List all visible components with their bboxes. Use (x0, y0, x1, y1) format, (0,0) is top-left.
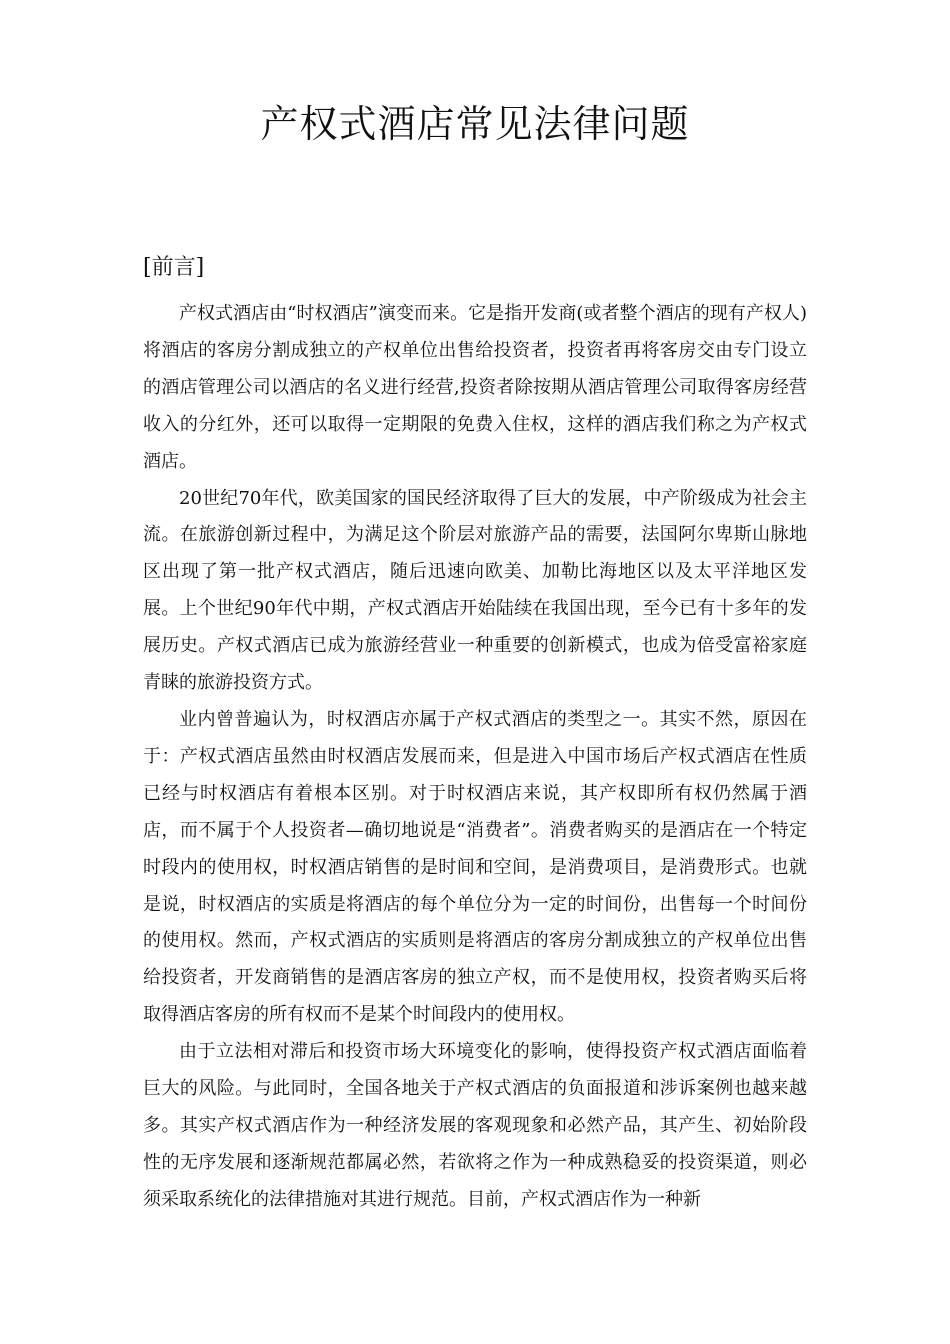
document-body (143, 296, 807, 1219)
document-title: 产权式酒店常见法律问题 (260, 102, 690, 146)
paragraph: 20世纪70年代，欧美国家的国民经济取得了巨大的发展，中产阶级成为社会主流。在旅游创新过程中，为满足这个阶层对旅游产品的需要，法国阿尔卑斯山脉地区出现了第一批产权式酒店，随后迅速向欧美、加勒比海地区以及太平洋地区发展。上个世纪90年代中期，产权式酒店开始陆续在我国出现，至今已有十多年的发展历史。产权式酒店已成为旅游经营业一种重要的创新模式，也成为倍受富裕家庭青睐的旅游投资方式。 (143, 487, 807, 694)
paragraph: 由于立法相对滞后和投资市场大环境变化的影响，使得投资产权式酒店面临着巨大的风险。与此同时，全国各地关于产权式酒店的负面报道和涉诉案例也越来越多。其实产权式酒店作为一种经济发展的客观现象和必然产品，其产生、初始阶段性的无序发展和逐渐规范都属必然，若欲将之作为一种成熟稳妥的投资渠道，则必须采取系统化的法律措施对其进行规范。目前，产权式酒店作为一种新 (143, 1041, 807, 1210)
section-heading: [前言] (143, 255, 205, 280)
paragraph: 产权式酒店由“时权酒店”演变而来。它是指开发商(或者整个酒店的现有产权人)将酒店的客房分割成独立的产权单位出售给投资者，投资者再将客房交由专门设立的酒店管理公司以酒店的名义进行经营,投资者除按期从酒店管理公司取得客房经营收入的分红外，还可以取得一定期限的免费入住权，这样的酒店我们称之为产权式酒店。 (143, 303, 807, 472)
paragraph: 业内曾普遍认为，时权酒店亦属于产权式酒店的类型之一。其实不然，原因在于：产权式酒店虽然由时权酒店发展而来，但是进入中国市场后产权式酒店在性质已经与时权酒店有着根本区别。对于时权酒店来说，其产权即所有权仍然属于酒店，而不属于个人投资者—确切地说是“消费者”。消费者购买的是酒店在一个特定时段内的使用权，时权酒店销售的是时间和空间，是消费项目，是消费形式。也就是说，时权酒店的实质是将酒店的每个单位分为一定的时间份，出售每一个时间份的使用权。然而，产权式酒店的实质则是将酒店的客房分割成独立的产权单位出售给投资者，开发商销售的是酒店客房的独立产权，而不是使用权，投资者购买后将取得酒店客房的所有权而不是某个时间段内的使用权。 (143, 708, 807, 1026)
